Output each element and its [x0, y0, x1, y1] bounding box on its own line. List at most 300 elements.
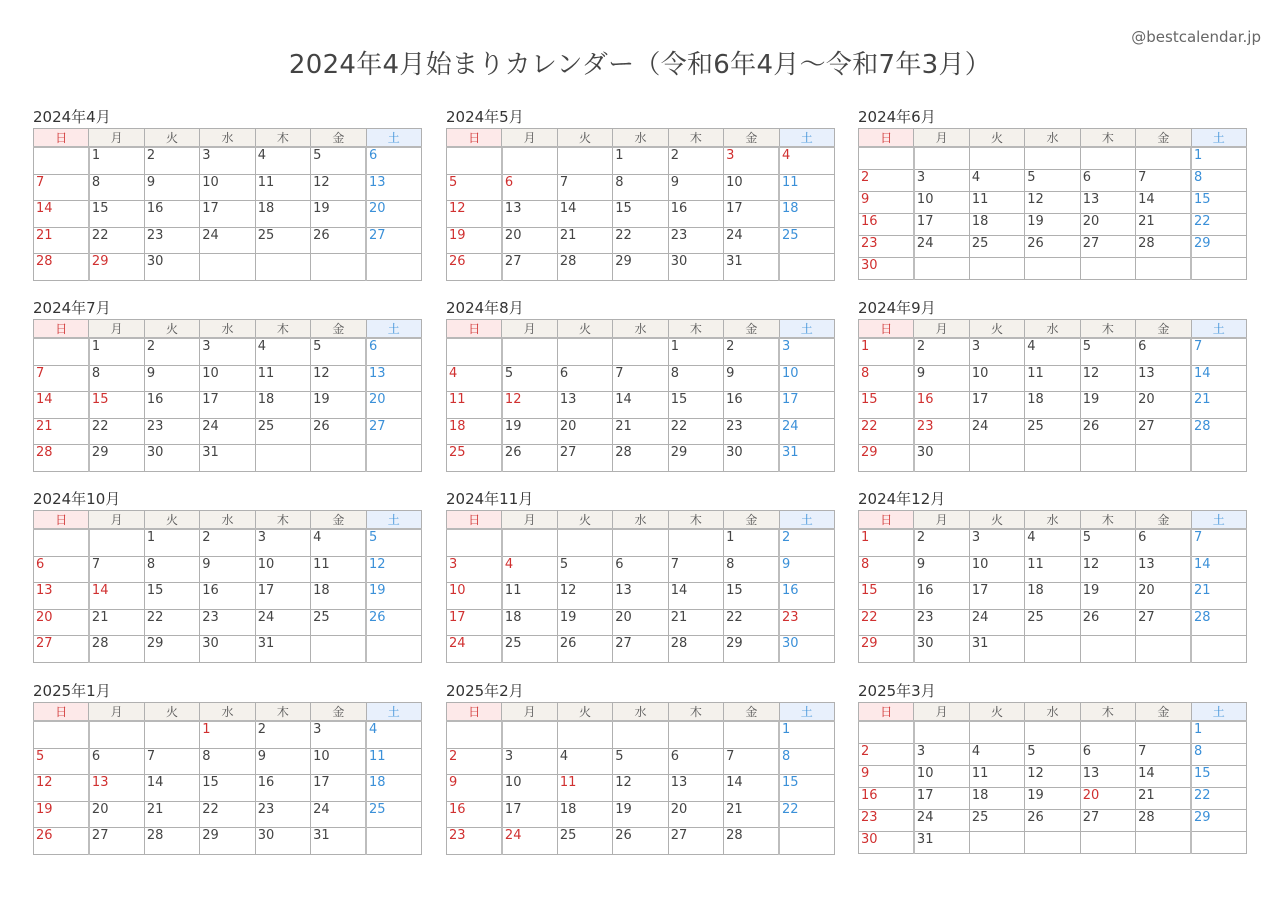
- day-cell[interactable]: 22: [859, 418, 914, 445]
- day-cell[interactable]: 25: [1025, 609, 1080, 636]
- day-cell[interactable]: 19: [502, 418, 557, 445]
- day-cell[interactable]: 23: [144, 418, 199, 445]
- day-cell[interactable]: 14: [144, 775, 199, 802]
- day-cell[interactable]: 25: [255, 227, 310, 254]
- day-cell[interactable]: 9: [724, 365, 779, 392]
- day-cell[interactable]: 13: [502, 201, 557, 228]
- day-cell[interactable]: 3: [200, 147, 255, 174]
- day-cell[interactable]: 5: [447, 174, 502, 201]
- day-cell[interactable]: 19: [557, 609, 612, 636]
- day-cell[interactable]: 16: [200, 583, 255, 610]
- day-cell[interactable]: 2: [779, 529, 834, 556]
- day-cell[interactable]: 30: [724, 445, 779, 472]
- day-cell[interactable]: 20: [1136, 583, 1191, 610]
- day-cell[interactable]: 26: [1025, 236, 1080, 258]
- day-cell[interactable]: 22: [1191, 214, 1246, 236]
- day-cell[interactable]: 13: [1136, 556, 1191, 583]
- day-cell[interactable]: 16: [914, 583, 969, 610]
- day-cell[interactable]: 8: [724, 556, 779, 583]
- day-cell[interactable]: 26: [1080, 418, 1135, 445]
- day-cell[interactable]: 12: [1025, 766, 1080, 788]
- day-cell[interactable]: 15: [89, 392, 144, 419]
- day-cell[interactable]: 10: [502, 775, 557, 802]
- day-cell[interactable]: 13: [1080, 766, 1135, 788]
- day-cell[interactable]: 13: [89, 775, 144, 802]
- day-cell[interactable]: 17: [447, 609, 502, 636]
- day-cell[interactable]: 21: [34, 227, 89, 254]
- day-cell[interactable]: 28: [1136, 236, 1191, 258]
- day-cell[interactable]: 27: [1080, 236, 1135, 258]
- day-cell[interactable]: 16: [914, 392, 969, 419]
- day-cell[interactable]: 31: [255, 636, 310, 663]
- day-cell[interactable]: 8: [613, 174, 668, 201]
- day-cell[interactable]: 24: [914, 236, 969, 258]
- day-cell[interactable]: 28: [1191, 609, 1246, 636]
- day-cell[interactable]: 11: [255, 365, 310, 392]
- day-cell[interactable]: 26: [366, 609, 421, 636]
- day-cell[interactable]: 23: [255, 801, 310, 828]
- day-cell[interactable]: 3: [311, 721, 366, 748]
- day-cell[interactable]: 18: [255, 392, 310, 419]
- day-cell[interactable]: 6: [366, 338, 421, 365]
- day-cell[interactable]: 26: [1025, 810, 1080, 832]
- day-cell[interactable]: 3: [200, 338, 255, 365]
- day-cell[interactable]: 4: [1025, 529, 1080, 556]
- day-cell[interactable]: 1: [779, 721, 834, 748]
- day-cell[interactable]: 15: [859, 392, 914, 419]
- day-cell[interactable]: 17: [969, 583, 1024, 610]
- day-cell[interactable]: 28: [34, 445, 89, 472]
- day-cell[interactable]: 24: [779, 418, 834, 445]
- day-cell[interactable]: 18: [779, 201, 834, 228]
- day-cell[interactable]: 2: [724, 338, 779, 365]
- day-cell[interactable]: 20: [557, 418, 612, 445]
- day-cell[interactable]: 10: [255, 556, 310, 583]
- day-cell[interactable]: 24: [914, 810, 969, 832]
- day-cell[interactable]: 11: [366, 748, 421, 775]
- day-cell[interactable]: 4: [1025, 338, 1080, 365]
- day-cell[interactable]: 8: [89, 174, 144, 201]
- day-cell[interactable]: 5: [366, 529, 421, 556]
- day-cell[interactable]: 27: [1136, 418, 1191, 445]
- day-cell[interactable]: 14: [557, 201, 612, 228]
- day-cell[interactable]: 17: [502, 801, 557, 828]
- day-cell[interactable]: 6: [557, 365, 612, 392]
- day-cell[interactable]: 11: [311, 556, 366, 583]
- day-cell[interactable]: 26: [34, 828, 89, 855]
- day-cell[interactable]: 24: [255, 609, 310, 636]
- day-cell[interactable]: 8: [144, 556, 199, 583]
- day-cell[interactable]: 13: [1080, 192, 1135, 214]
- day-cell[interactable]: 21: [144, 801, 199, 828]
- day-cell[interactable]: 14: [724, 775, 779, 802]
- day-cell[interactable]: 1: [859, 529, 914, 556]
- day-cell[interactable]: 4: [447, 365, 502, 392]
- day-cell[interactable]: 22: [89, 227, 144, 254]
- day-cell[interactable]: 30: [914, 636, 969, 663]
- day-cell[interactable]: 30: [859, 258, 914, 280]
- day-cell[interactable]: 12: [1080, 365, 1135, 392]
- day-cell[interactable]: 25: [366, 801, 421, 828]
- day-cell[interactable]: 29: [668, 445, 723, 472]
- day-cell[interactable]: 22: [89, 418, 144, 445]
- day-cell[interactable]: 26: [502, 445, 557, 472]
- day-cell[interactable]: 11: [779, 174, 834, 201]
- day-cell[interactable]: 19: [1025, 788, 1080, 810]
- day-cell[interactable]: 13: [1136, 365, 1191, 392]
- day-cell[interactable]: 9: [447, 775, 502, 802]
- day-cell[interactable]: 14: [613, 392, 668, 419]
- day-cell[interactable]: 7: [724, 748, 779, 775]
- day-cell[interactable]: 3: [779, 338, 834, 365]
- day-cell[interactable]: 8: [859, 556, 914, 583]
- day-cell[interactable]: 11: [502, 583, 557, 610]
- day-cell[interactable]: 16: [668, 201, 723, 228]
- day-cell[interactable]: 28: [557, 254, 612, 281]
- day-cell[interactable]: 19: [1025, 214, 1080, 236]
- day-cell[interactable]: 7: [1191, 338, 1246, 365]
- day-cell[interactable]: 14: [1191, 556, 1246, 583]
- day-cell[interactable]: 20: [34, 609, 89, 636]
- day-cell[interactable]: 11: [969, 766, 1024, 788]
- day-cell[interactable]: 1: [89, 338, 144, 365]
- day-cell[interactable]: 29: [200, 828, 255, 855]
- day-cell[interactable]: 17: [914, 788, 969, 810]
- day-cell[interactable]: 13: [668, 775, 723, 802]
- day-cell[interactable]: 6: [1080, 170, 1135, 192]
- day-cell[interactable]: 23: [779, 609, 834, 636]
- day-cell[interactable]: 7: [34, 365, 89, 392]
- day-cell[interactable]: 29: [1191, 236, 1246, 258]
- day-cell[interactable]: 28: [1136, 810, 1191, 832]
- day-cell[interactable]: 2: [859, 170, 914, 192]
- day-cell[interactable]: 5: [1025, 170, 1080, 192]
- day-cell[interactable]: 12: [502, 392, 557, 419]
- day-cell[interactable]: 31: [779, 445, 834, 472]
- day-cell[interactable]: 25: [502, 636, 557, 663]
- day-cell[interactable]: 3: [255, 529, 310, 556]
- day-cell[interactable]: 17: [969, 392, 1024, 419]
- day-cell[interactable]: 29: [724, 636, 779, 663]
- day-cell[interactable]: 20: [668, 801, 723, 828]
- day-cell[interactable]: 24: [969, 609, 1024, 636]
- day-cell[interactable]: 25: [779, 227, 834, 254]
- day-cell[interactable]: 7: [1191, 529, 1246, 556]
- day-cell[interactable]: 23: [447, 828, 502, 855]
- day-cell[interactable]: 9: [200, 556, 255, 583]
- day-cell[interactable]: 21: [89, 609, 144, 636]
- day-cell[interactable]: 21: [724, 801, 779, 828]
- day-cell[interactable]: 12: [311, 365, 366, 392]
- day-cell[interactable]: 8: [668, 365, 723, 392]
- day-cell[interactable]: 21: [1191, 583, 1246, 610]
- day-cell[interactable]: 2: [914, 529, 969, 556]
- day-cell[interactable]: 16: [144, 201, 199, 228]
- day-cell[interactable]: 12: [447, 201, 502, 228]
- day-cell[interactable]: 25: [447, 445, 502, 472]
- day-cell[interactable]: 5: [311, 147, 366, 174]
- day-cell[interactable]: 23: [144, 227, 199, 254]
- day-cell[interactable]: 1: [859, 338, 914, 365]
- day-cell[interactable]: 26: [311, 418, 366, 445]
- day-cell[interactable]: 4: [255, 147, 310, 174]
- day-cell[interactable]: 12: [613, 775, 668, 802]
- day-cell[interactable]: 16: [779, 583, 834, 610]
- day-cell[interactable]: 10: [447, 583, 502, 610]
- day-cell[interactable]: 14: [668, 583, 723, 610]
- day-cell[interactable]: 18: [1025, 392, 1080, 419]
- day-cell[interactable]: 3: [502, 748, 557, 775]
- day-cell[interactable]: 17: [724, 201, 779, 228]
- day-cell[interactable]: 20: [613, 609, 668, 636]
- day-cell[interactable]: 1: [144, 529, 199, 556]
- day-cell[interactable]: 27: [1080, 810, 1135, 832]
- day-cell[interactable]: 9: [779, 556, 834, 583]
- day-cell[interactable]: 9: [914, 556, 969, 583]
- day-cell[interactable]: 18: [969, 788, 1024, 810]
- day-cell[interactable]: 27: [557, 445, 612, 472]
- day-cell[interactable]: 30: [144, 445, 199, 472]
- day-cell[interactable]: 7: [89, 556, 144, 583]
- day-cell[interactable]: 14: [1191, 365, 1246, 392]
- day-cell[interactable]: 2: [255, 721, 310, 748]
- day-cell[interactable]: 18: [1025, 583, 1080, 610]
- day-cell[interactable]: 25: [969, 236, 1024, 258]
- day-cell[interactable]: 29: [89, 254, 144, 281]
- day-cell[interactable]: 11: [447, 392, 502, 419]
- day-cell[interactable]: 15: [1191, 192, 1246, 214]
- day-cell[interactable]: 23: [859, 810, 914, 832]
- day-cell[interactable]: 17: [914, 214, 969, 236]
- day-cell[interactable]: 11: [557, 775, 612, 802]
- day-cell[interactable]: 23: [668, 227, 723, 254]
- day-cell[interactable]: 2: [144, 147, 199, 174]
- day-cell[interactable]: 5: [613, 748, 668, 775]
- day-cell[interactable]: 6: [34, 556, 89, 583]
- day-cell[interactable]: 5: [1080, 338, 1135, 365]
- day-cell[interactable]: 22: [668, 418, 723, 445]
- day-cell[interactable]: 2: [859, 744, 914, 766]
- day-cell[interactable]: 18: [366, 775, 421, 802]
- day-cell[interactable]: 21: [1136, 214, 1191, 236]
- day-cell[interactable]: 10: [914, 192, 969, 214]
- day-cell[interactable]: 14: [89, 583, 144, 610]
- day-cell[interactable]: 31: [311, 828, 366, 855]
- day-cell[interactable]: 21: [613, 418, 668, 445]
- day-cell[interactable]: 19: [311, 201, 366, 228]
- day-cell[interactable]: 30: [859, 832, 914, 854]
- day-cell[interactable]: 9: [859, 192, 914, 214]
- day-cell[interactable]: 4: [366, 721, 421, 748]
- day-cell[interactable]: 11: [255, 174, 310, 201]
- day-cell[interactable]: 2: [144, 338, 199, 365]
- day-cell[interactable]: 1: [1191, 147, 1246, 170]
- day-cell[interactable]: 6: [613, 556, 668, 583]
- day-cell[interactable]: 13: [557, 392, 612, 419]
- day-cell[interactable]: 30: [668, 254, 723, 281]
- day-cell[interactable]: 21: [557, 227, 612, 254]
- day-cell[interactable]: 15: [89, 201, 144, 228]
- day-cell[interactable]: 16: [859, 214, 914, 236]
- day-cell[interactable]: 13: [366, 174, 421, 201]
- day-cell[interactable]: 22: [724, 609, 779, 636]
- day-cell[interactable]: 23: [859, 236, 914, 258]
- day-cell[interactable]: 19: [34, 801, 89, 828]
- day-cell[interactable]: 18: [447, 418, 502, 445]
- day-cell[interactable]: 5: [557, 556, 612, 583]
- day-cell[interactable]: 12: [557, 583, 612, 610]
- day-cell[interactable]: 12: [366, 556, 421, 583]
- day-cell[interactable]: 17: [779, 392, 834, 419]
- day-cell[interactable]: 21: [668, 609, 723, 636]
- day-cell[interactable]: 19: [366, 583, 421, 610]
- day-cell[interactable]: 1: [613, 147, 668, 174]
- day-cell[interactable]: 7: [1136, 744, 1191, 766]
- day-cell[interactable]: 13: [34, 583, 89, 610]
- day-cell[interactable]: 2: [200, 529, 255, 556]
- day-cell[interactable]: 27: [613, 636, 668, 663]
- day-cell[interactable]: 29: [859, 636, 914, 663]
- day-cell[interactable]: 17: [255, 583, 310, 610]
- day-cell[interactable]: 16: [255, 775, 310, 802]
- day-cell[interactable]: 19: [1080, 583, 1135, 610]
- day-cell[interactable]: 18: [557, 801, 612, 828]
- day-cell[interactable]: 11: [1025, 365, 1080, 392]
- day-cell[interactable]: 27: [34, 636, 89, 663]
- day-cell[interactable]: 6: [1080, 744, 1135, 766]
- day-cell[interactable]: 26: [311, 227, 366, 254]
- day-cell[interactable]: 31: [914, 832, 969, 854]
- day-cell[interactable]: 22: [144, 609, 199, 636]
- day-cell[interactable]: 9: [859, 766, 914, 788]
- day-cell[interactable]: 19: [311, 392, 366, 419]
- day-cell[interactable]: 1: [200, 721, 255, 748]
- day-cell[interactable]: 10: [914, 766, 969, 788]
- day-cell[interactable]: 25: [311, 609, 366, 636]
- day-cell[interactable]: 26: [1080, 609, 1135, 636]
- day-cell[interactable]: 23: [724, 418, 779, 445]
- day-cell[interactable]: 9: [255, 748, 310, 775]
- day-cell[interactable]: 10: [200, 174, 255, 201]
- day-cell[interactable]: 27: [668, 828, 723, 855]
- day-cell[interactable]: 15: [1191, 766, 1246, 788]
- day-cell[interactable]: 3: [914, 744, 969, 766]
- day-cell[interactable]: 28: [144, 828, 199, 855]
- day-cell[interactable]: 7: [668, 556, 723, 583]
- day-cell[interactable]: 3: [969, 529, 1024, 556]
- day-cell[interactable]: 30: [914, 445, 969, 472]
- day-cell[interactable]: 9: [914, 365, 969, 392]
- day-cell[interactable]: 12: [34, 775, 89, 802]
- day-cell[interactable]: 10: [779, 365, 834, 392]
- day-cell[interactable]: 22: [859, 609, 914, 636]
- day-cell[interactable]: 19: [447, 227, 502, 254]
- day-cell[interactable]: 7: [34, 174, 89, 201]
- day-cell[interactable]: 9: [668, 174, 723, 201]
- day-cell[interactable]: 1: [724, 529, 779, 556]
- day-cell[interactable]: 21: [34, 418, 89, 445]
- day-cell[interactable]: 16: [724, 392, 779, 419]
- day-cell[interactable]: 29: [1191, 810, 1246, 832]
- day-cell[interactable]: 31: [724, 254, 779, 281]
- day-cell[interactable]: 27: [366, 418, 421, 445]
- day-cell[interactable]: 27: [89, 828, 144, 855]
- day-cell[interactable]: 26: [557, 636, 612, 663]
- day-cell[interactable]: 8: [200, 748, 255, 775]
- day-cell[interactable]: 12: [311, 174, 366, 201]
- day-cell[interactable]: 26: [613, 828, 668, 855]
- day-cell[interactable]: 27: [502, 254, 557, 281]
- day-cell[interactable]: 10: [969, 556, 1024, 583]
- day-cell[interactable]: 20: [502, 227, 557, 254]
- day-cell[interactable]: 7: [144, 748, 199, 775]
- day-cell[interactable]: 25: [255, 418, 310, 445]
- day-cell[interactable]: 28: [668, 636, 723, 663]
- day-cell[interactable]: 10: [311, 748, 366, 775]
- day-cell[interactable]: 13: [366, 365, 421, 392]
- day-cell[interactable]: 31: [969, 636, 1024, 663]
- day-cell[interactable]: 2: [447, 748, 502, 775]
- day-cell[interactable]: 15: [144, 583, 199, 610]
- day-cell[interactable]: 3: [914, 170, 969, 192]
- day-cell[interactable]: 29: [89, 445, 144, 472]
- day-cell[interactable]: 28: [613, 445, 668, 472]
- day-cell[interactable]: 28: [34, 254, 89, 281]
- day-cell[interactable]: 10: [969, 365, 1024, 392]
- day-cell[interactable]: 6: [366, 147, 421, 174]
- day-cell[interactable]: 6: [1136, 338, 1191, 365]
- day-cell[interactable]: 30: [779, 636, 834, 663]
- day-cell[interactable]: 7: [557, 174, 612, 201]
- day-cell[interactable]: 8: [1191, 744, 1246, 766]
- day-cell[interactable]: 15: [200, 775, 255, 802]
- day-cell[interactable]: 10: [200, 365, 255, 392]
- day-cell[interactable]: 28: [724, 828, 779, 855]
- day-cell[interactable]: 16: [859, 788, 914, 810]
- day-cell[interactable]: 4: [969, 744, 1024, 766]
- day-cell[interactable]: 14: [1136, 766, 1191, 788]
- day-cell[interactable]: 3: [447, 556, 502, 583]
- day-cell[interactable]: 18: [255, 201, 310, 228]
- day-cell[interactable]: 5: [502, 365, 557, 392]
- day-cell[interactable]: 8: [779, 748, 834, 775]
- day-cell[interactable]: 12: [1025, 192, 1080, 214]
- day-cell[interactable]: 24: [969, 418, 1024, 445]
- day-cell[interactable]: 4: [969, 170, 1024, 192]
- day-cell[interactable]: 16: [144, 392, 199, 419]
- day-cell[interactable]: 24: [447, 636, 502, 663]
- day-cell[interactable]: 25: [1025, 418, 1080, 445]
- day-cell[interactable]: 5: [311, 338, 366, 365]
- day-cell[interactable]: 15: [859, 583, 914, 610]
- day-cell[interactable]: 18: [502, 609, 557, 636]
- day-cell[interactable]: 20: [366, 201, 421, 228]
- day-cell[interactable]: 5: [34, 748, 89, 775]
- day-cell[interactable]: 26: [447, 254, 502, 281]
- day-cell[interactable]: 20: [1136, 392, 1191, 419]
- day-cell[interactable]: 8: [89, 365, 144, 392]
- day-cell[interactable]: 4: [255, 338, 310, 365]
- day-cell[interactable]: 4: [557, 748, 612, 775]
- day-cell[interactable]: 25: [969, 810, 1024, 832]
- day-cell[interactable]: 1: [1191, 721, 1246, 744]
- day-cell[interactable]: 17: [311, 775, 366, 802]
- day-cell[interactable]: 22: [613, 227, 668, 254]
- day-cell[interactable]: 23: [200, 609, 255, 636]
- day-cell[interactable]: 10: [724, 174, 779, 201]
- day-cell[interactable]: 28: [1191, 418, 1246, 445]
- day-cell[interactable]: 6: [668, 748, 723, 775]
